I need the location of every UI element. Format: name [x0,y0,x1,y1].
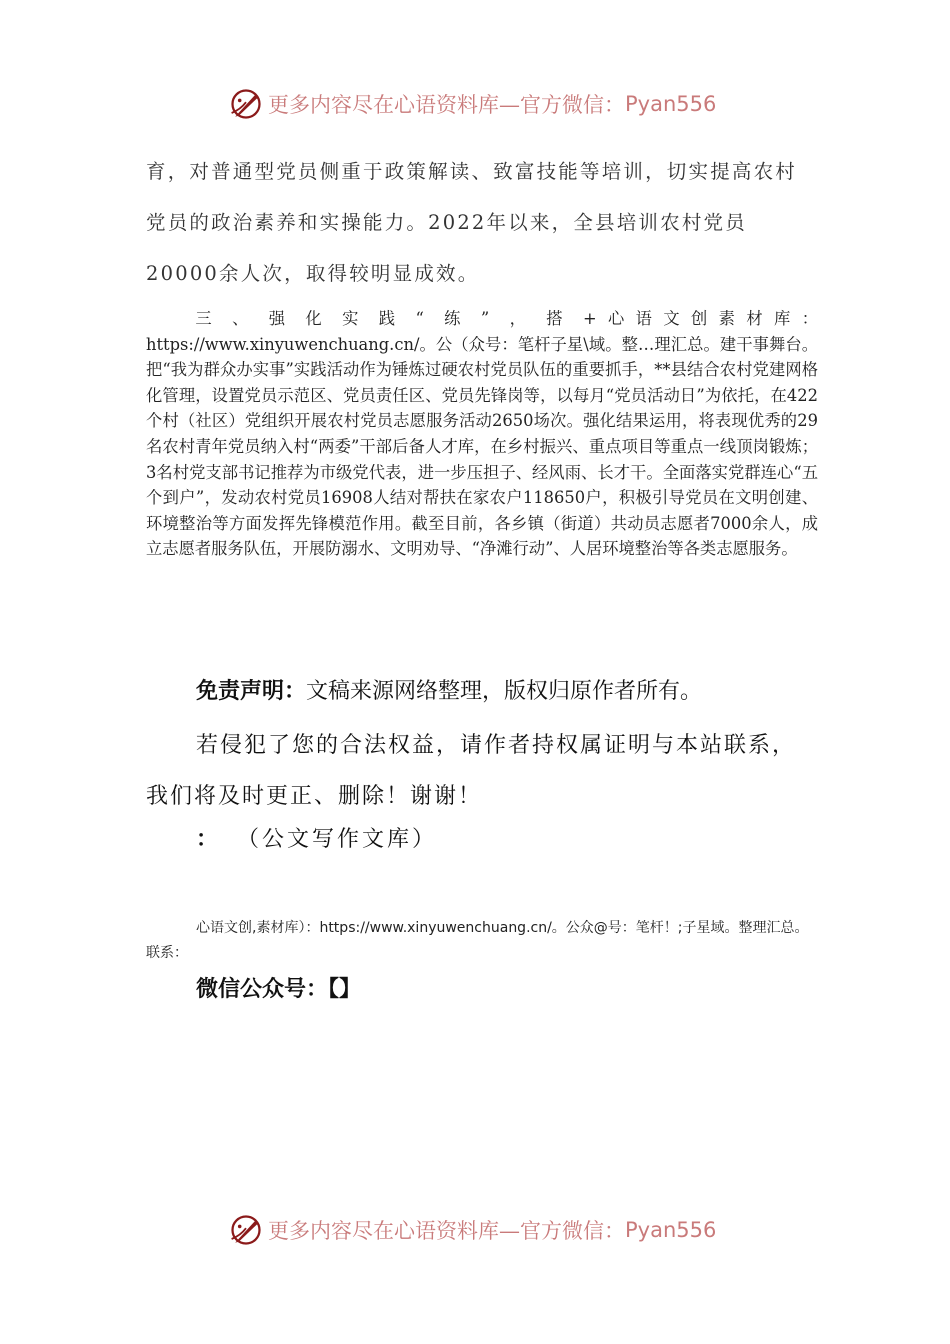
footer-note-text: 心语文创,素材库）：https://www.xinyuwenchuang.cn/。公众@号：笔杆！;子星域。整理汇总。联系： [146,920,809,961]
section-body: +心语文创素材库：https://www.xinyuwenchuang.cn/。公（众号：笔杆子星\域。整…理汇总。建干事舞台。把“我为群众办实事”实践活动作为锤炼过硬农村党员队伍的重要抓手，**县结合农村党建网格化管理，设置党员示范区、党员责任区、党员先锋岗等，以每月“党员活动日”为依托，在422个村（社区）党组织开展农村党员志愿服务活动2650场次。强化结果运用，将表现优秀的29名农村青年党员纳入村“两委”干部后备人才库，在乡村振兴、重点项目等重点一线顶岗锻炼；3名村党支部书记推荐为市级党代表，进一步压担子、经风雨、长才干。全面落实党群连心“五个到户”，发动农村党员16908人结对帮扶在家农户118650户，积极引导党员在文明创建、环境整治等方面发挥先锋模范作用。截至目前，各乡镇（街道）共动员志愿者7000余人，成立志愿者服务队伍，开展防溺水、文明劝导、“净滩行动”、人居环境整治等各类志愿服务。 [146,309,818,559]
wechat-label [196,970,596,1010]
quill-pen-logo-icon [228,1212,264,1248]
disclaimer-label: 免责声明： [196,679,307,704]
body-paragraph-2 [146,306,818,562]
disclaimer-line-1 [196,672,836,712]
source-colon: ： [196,827,219,852]
banner-text: 更多内容尽在心语资料库—官方微信： [268,93,625,117]
banner-wechat-id: Pyan556 [625,92,717,116]
header-banner [228,84,748,124]
footer-banner [228,1210,748,1250]
footer-note [146,916,818,966]
banner-text: 更多内容尽在心语资料库—官方微信： [268,1219,625,1243]
disclaimer-text: 文稿来源网络整理，版权归原作者所有。 [306,679,703,704]
disclaimer-line-2 [146,720,818,822]
disclaimer-source [196,820,796,860]
source-library: （公文写作文库） [248,827,438,852]
quill-pen-logo-icon [228,86,264,122]
disclaimer-contact-text: 若侵犯了您的合法权益，请作者持权属证明与本站联系，我们将及时更正、删除！谢谢！ [146,733,797,809]
body-paragraph-1: 育，对普通型党员侧重于政策解读、致富技能等培训，切实提高农村党员的政治素养和实操能力。2022年以来，全县培训农村党员20000余人次，取得较明显成效。 [146,160,798,285]
section-heading: 三、强化实践“练”，搭 [184,309,583,328]
wechat-label-text: 微信公众号：【】 [196,977,362,1002]
banner-wechat-id: Pyan556 [625,1218,717,1242]
